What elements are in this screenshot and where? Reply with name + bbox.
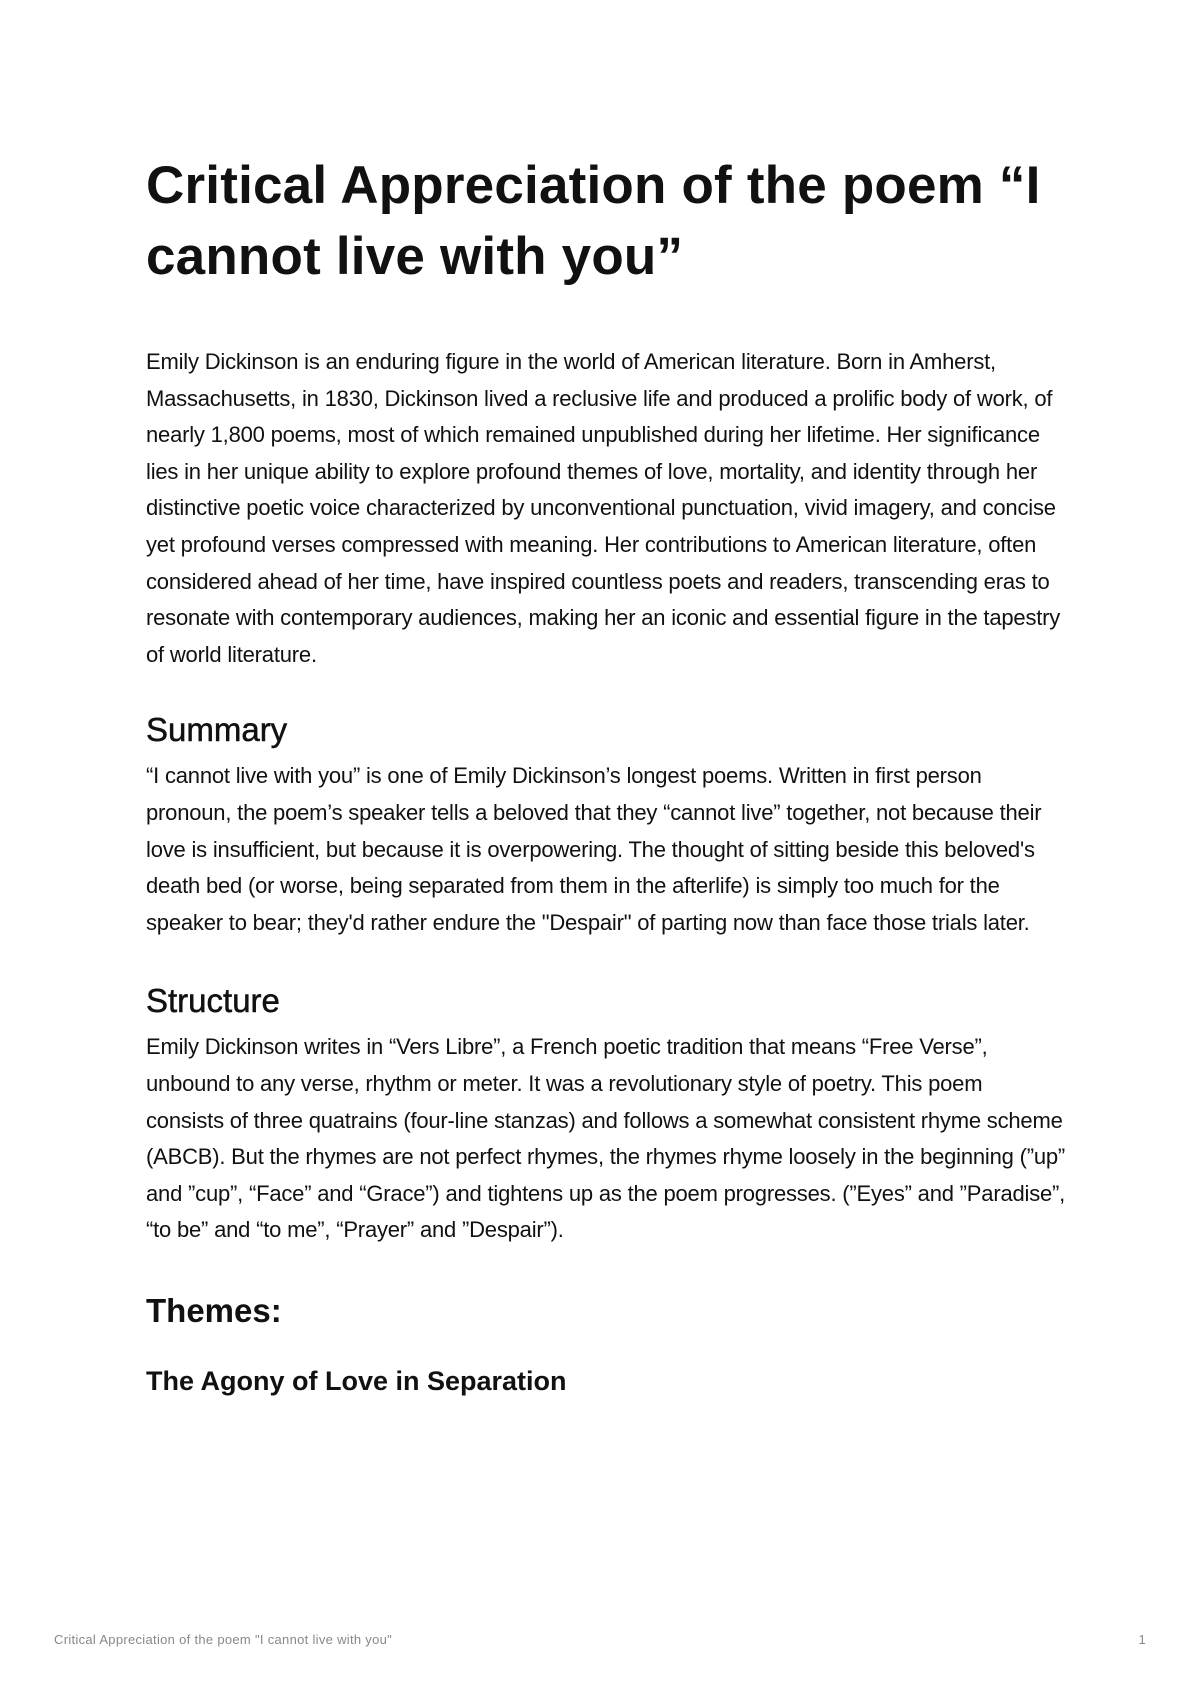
intro-paragraph: Emily Dickinson is an enduring figure in the world of American literature. Born in Amherst, Massachusetts, in 1830, Dickinson lived a reclusive life and produced a prolific body of work, of nearly 1,800 poems, most of which remained unpublished during her lifetime. Her significance lies in her unique ability to explore profound themes of love, mortality, and identity through her distinctive poetic voice characterized by unconventional punctuation, vivid imagery, and concise yet profound verses compressed with meaning. Her contributions to American literature, often considered ahead of her time, have inspired countless poets and readers, transcending eras to resonate with contemporary audiences, making her an iconic and essential figure in the tapestry of world literature. — [146, 349, 1061, 667]
footer-title: Critical Appreciation of the poem "I cannot live with you" — [54, 1632, 393, 1647]
page-footer — [54, 1632, 1146, 1652]
structure-heading: Structure — [146, 982, 280, 1020]
page-title: Critical Appreciation of the poem “I cannot live with you” — [146, 156, 1041, 286]
page-number: 1 — [1138, 1632, 1146, 1647]
structure-paragraph: Emily Dickinson writes in “Vers Libre”, a French poetic tradition that means “Free Verse”, unbound to any verse, rhythm or meter. It was a revolutionary style of poetry. This poem consists of three quatrains (four-line stanzas) and follows a somewhat consistent rhyme scheme (ABCB). But the rhymes are not perfect rhymes, the rhymes rhyme loosely in the beginning (”up” and ”cup”, “Face” and “Grace”) and tightens up as the poem progresses. (”Eyes” and ”Paradise”, “to be” and “to me”, “Prayer” and ”Despair”). — [146, 1034, 1066, 1243]
theme-subheading: The Agony of Love in Separation — [146, 1365, 567, 1396]
themes-heading: Themes: — [146, 1291, 282, 1329]
summary-paragraph: “I cannot live with you” is one of Emily Dickinson’s longest poems. Written in first person pronoun, the poem’s speaker tells a beloved that they “cannot live” together, not because their love is insufficient, but because it is overpowering. The thought of sitting beside this beloved's death bed (or worse, being separated from them in the afterlife) is simply too much for the speaker to bear; they'd rather endure the "Despair" of parting now than face those trials later. — [146, 763, 1042, 935]
summary-heading: Summary — [146, 711, 288, 749]
document-content — [146, 150, 1066, 1399]
